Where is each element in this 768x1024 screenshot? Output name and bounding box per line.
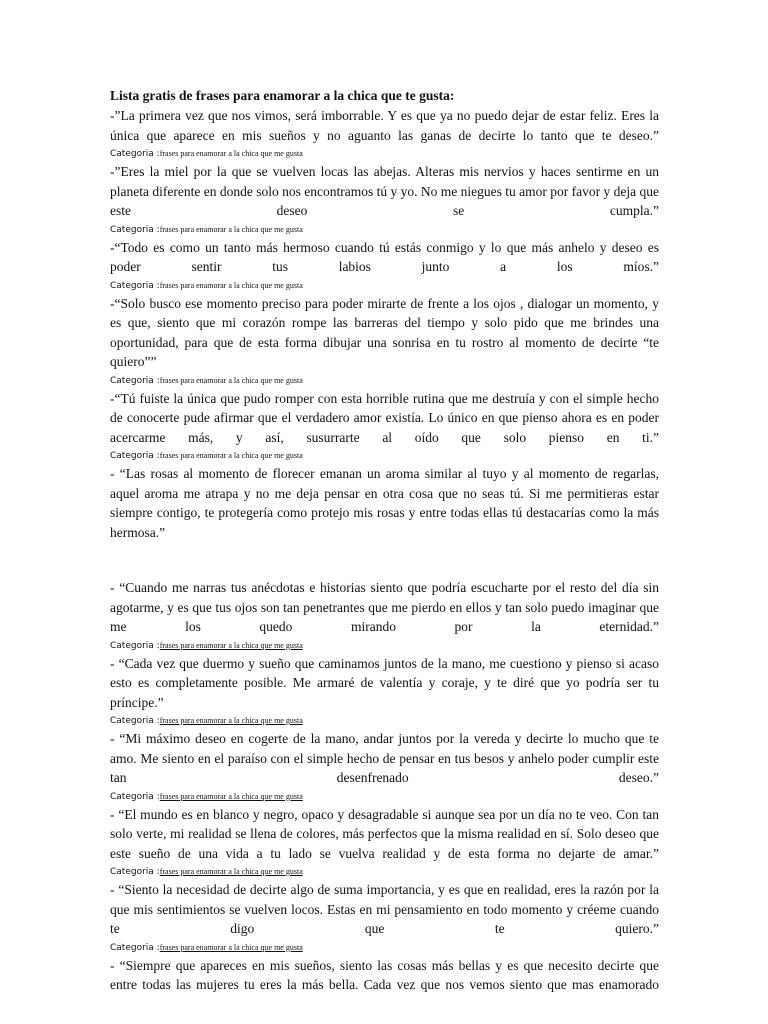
category-line [110,939,659,956]
category-link[interactable]: frases para enamorar a la chica que me gusta [159,224,303,234]
phrase-entry [110,389,659,465]
document-content [110,86,659,995]
phrase-text: - “Cada vez que duermo y sueño que caminamos juntos de la mano, me cuestiono y pienso si acaso esto es completamente posible. Me armaré de valentía y coraje, y te diré que yo podría ser tu príncipe.” [110,655,659,710]
category-link[interactable]: frases para enamorar a la chica que me gusta [159,640,303,650]
phrase-entry [110,106,659,162]
category-line [110,712,659,729]
category-label: Categoria : [110,942,160,953]
category-label: Categoria : [110,280,160,291]
category-line [110,277,659,294]
phrase-entry [110,162,659,238]
phrase-text: -“Solo busco ese momento preciso para poder mirarte de frente a los ojos , dialogar un momento, y es que, siento que mi corazón rompe las barreras del tiempo y solo pido que me brindes una oportunidad, para que de esta forma dibujar una sonrisa en tu rostro al momento de decirte “te quiero”” [110,295,659,369]
category-link[interactable]: frases para enamorar a la chica que me gusta [159,942,303,952]
phrase-entry [110,238,659,294]
category-link[interactable]: frases para enamorar a la chica que me gusta [159,791,303,801]
phrase-entry [110,956,659,995]
category-link[interactable]: frases para enamorar a la chica que me gusta [159,867,303,876]
phrase-text: - “Siento la necesidad de decirte algo de suma importancia, y es que en realidad, eres la razón por la que mis sentimientos se vuelven locos. Estas en mi pensamiento en todo momento y créeme cuando te digo que te quiero.” [110,882,659,936]
category-line [110,221,659,238]
phrase-text: -”Eres la miel por la que se vuelven locas las abejas. Alteras mis nervios y haces sentirme en un planeta diferente en donde solo nos encontramos tú y yo. No me niegues tu amor por favor y deja que este deseo se cumpla.” [110,164,659,218]
category-label: Categoria : [110,149,160,159]
category-label: Categoria : [110,867,160,877]
category-line [110,863,659,880]
phrase-text: -”La primera vez que nos vimos, será imborrable. Y es que ya no puedo dejar de estar feliz. Eres la única que aparece en mis sueños y no aguanto las ganas de decirte lo tanto que te deseo.” [110,108,659,143]
category-link[interactable]: frases para enamorar a la chica que me gusta [159,451,303,460]
phrase-text: -“Todo es como un tanto más hermoso cuando tú estás conmigo y lo que más anhelo y deseo es poder sentir tus labios junto a los míos.” [110,239,659,274]
category-line [110,145,659,162]
category-link[interactable]: frases para enamorar a la chica que me gusta [159,149,303,158]
phrase-text: - “Cuando me narras tus anécdotas e historias siento que podría escucharte por el resto del día sin agotarme, y es que tus ojos son tan penetrantes que me pierdo en ellos y tan solo puedo imaginar que me los quedo mirando por la eternidad.” [110,580,659,634]
phrase-text: -“Tú fuiste la única que pudo romper con esta horrible rutina que me destruía y con el simple hecho de conocerte pude afirmar que el verdadero amor existía. Lo único en que pienso ahora es en poder acercarme más, y así, susurrarte al oído que solo pienso en ti.” [110,390,659,445]
category-label: Categoria : [110,375,160,386]
document-title: Lista gratis de frases para enamorar a la chica que te gusta: [110,88,455,103]
category-link[interactable]: frases para enamorar a la chica que me gusta [159,280,303,290]
phrase-entry [110,578,659,654]
category-link[interactable]: frases para enamorar a la chica que me gusta [159,716,303,725]
phrase-entry [110,654,659,730]
category-label: Categoria : [110,640,160,651]
category-line [110,447,659,464]
phrase-entry [110,880,659,956]
phrase-entry [110,294,659,389]
category-link[interactable]: frases para enamorar a la chica que me gusta [159,375,303,385]
section-gap [110,542,659,578]
category-label: Categoria : [110,451,160,461]
category-line [110,637,659,654]
category-label: Categoria : [110,224,160,235]
category-line [110,372,659,389]
category-label: Categoria : [110,716,160,726]
phrase-text: - “El mundo es en blanco y negro, opaco y desagradable si aunque sea por un día no te veo. Con tan solo verte, mi realidad se llena de colores, más perfectos que la misma realidad en sí. Solo deseo que este sueño de una vida a tu lado se vuelva realidad y de esta forma no dejarte de amar.” [110,806,659,861]
phrase-entry [110,729,659,805]
category-label: Categoria : [110,791,160,802]
category-line [110,788,659,805]
phrase-text: - “Mi máximo deseo en cogerte de la mano, andar juntos por la vereda y decirte lo mucho que te amo. Me siento en el paraíso con el simple hecho de pensar en tus besos y anhelo poder cumplir este tan desenfrenado deseo.” [110,731,659,785]
phrase-text: - “Siempre que apareces en mis sueños, siento las cosas más bellas y es que necesito decirte que entre todas las mujeres tu eres la más bella. Cada vez que nos vemos siento que mas enamorado [110,957,659,992]
phrase-entry [110,805,659,881]
phrase-text: - “Las rosas al momento de florecer emanan un aroma similar al tuyo y al momento de regarlas, aquel aroma me atrapa y no me deja pensar en otra cosa que no seas tú. Si me permitieras estar siempre contigo, te protegería como protejo mis rosas y entre todas ellas tú destacarías como la más hermosa.” [110,466,659,540]
phrase-entry [110,464,659,542]
